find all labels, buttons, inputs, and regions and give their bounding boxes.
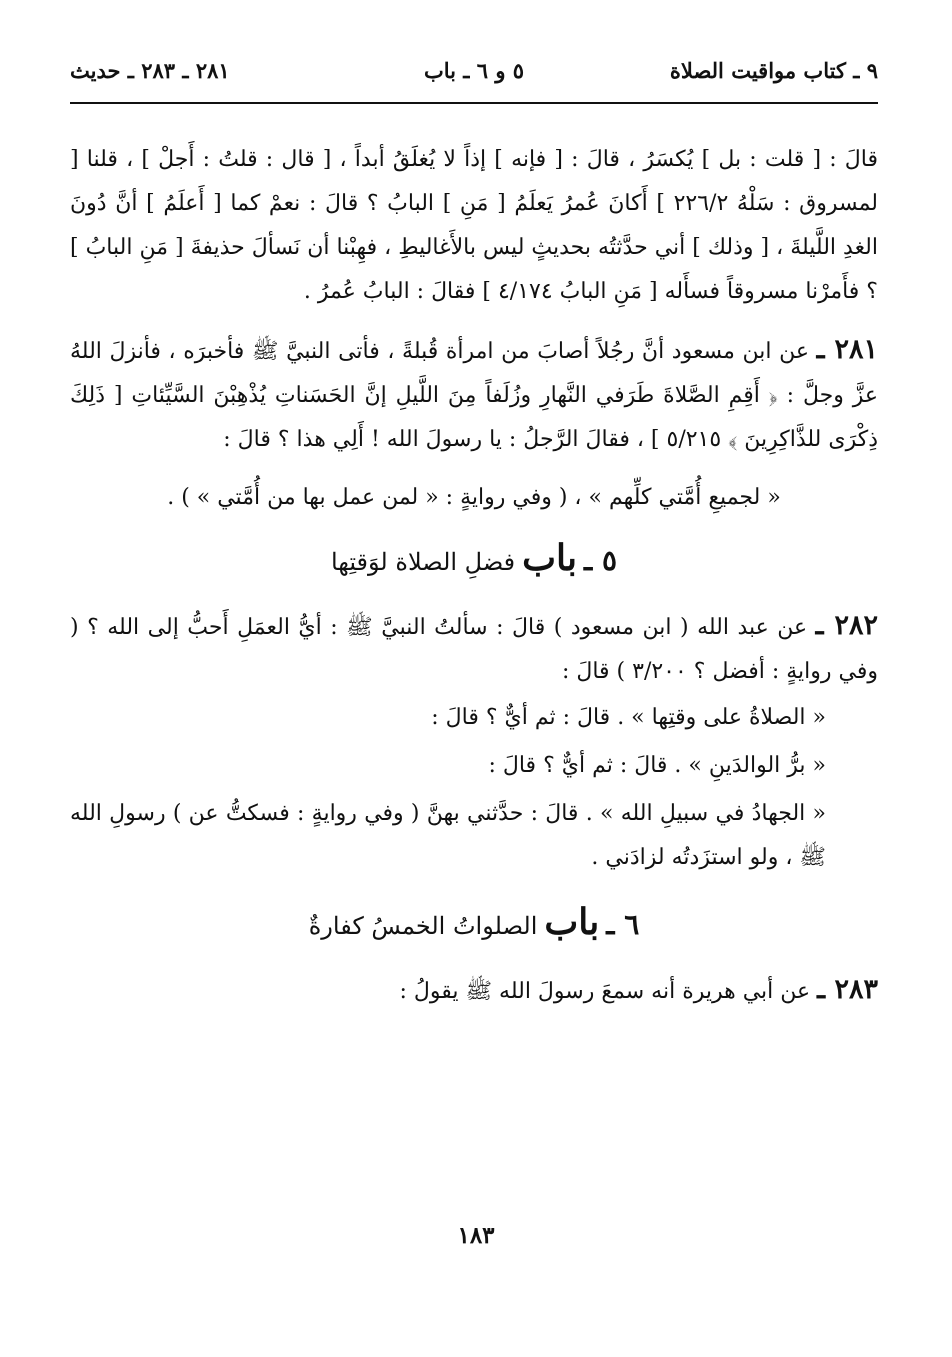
intro-paragraph: قالَ : [ قلت : بل ] يُكسَرُ ، قالَ : [ فإنه ] إذاً لا يُغلَقُ أبداً ، [ قال : قلتُ : أَجلْ ] ، قلنا [ لمسروق : سَلْهُ ٢٢٦/٢ ] أَكانَ عُمرُ يَعلَمُ [ مَنِ ] البابُ ؟ قالَ : نعمْ كما [ أَعلَمُ ] أنَّ دُونَ الغدِ اللَّيلةَ ، [ وذلك ] أني حدَّثتُه بحديثٍ ليس بالأَغاليطِ ، فهِبْنا أن نَسألَ حذيفةَ [ مَنِ البابُ ] ؟ فأَمرْنا مسروقاً فسأَله [ مَنِ البابُ ٤/١٧٤ ] فقالَ : البابُ عُمرُ . [70, 147, 878, 304]
chapter-number: ٥ ـ [584, 544, 618, 577]
hadith-text: عن عبد الله ( ابن مسعود ) قالَ : سألتُ النبيَّ ﷺ : أيُّ العمَلِ أَحبُّ إلى الله ؟ ( وفي روايةٍ : أفضل ؟ ٣/٢٠٠ ) قالَ : [70, 615, 878, 684]
hadith-number: ٢٨٣ ـ [817, 974, 878, 1005]
chapter-word: باب [522, 537, 578, 579]
hadith-text: عن أبي هريرة أنه سمعَ رسولَ الله ﷺ يقولُ : [399, 979, 811, 1004]
header-book-title: ٩ ـ كتاب مواقيت الصلاة [669, 58, 878, 83]
hadith-282-answer-1: « الصلاةُ على وقتِها » . قالَ : ثم أيٌّ ؟ قالَ : [431, 705, 826, 730]
hadith-number: ٢٨٢ ـ [815, 610, 878, 641]
hadith-283 [70, 968, 878, 1014]
hadith-text: عن ابن مسعود أنَّ رجُلاً أصابَ من امرأة قُبلةً ، فأتى النبيَّ ﷺ فأخبرَه ، فأنزلَ اللهُ عزَّ وجلَّ : ﴿ أَقِمِ الصَّلاةَ طَرَفي النَّهارِ وزُلَفاً مِنَ اللَّيلِ إنَّ الحَسَناتِ يُذْهِبْنَ السَّيِّئاتِ [ ذَلِكَ ذِكْرَى للذَّاكِرِينَ ﴾ ٥/٢١٥ ] ، فقالَ الرَّجلُ : يا رسولَ الله ! أَلِي هذا ؟ قالَ : [70, 339, 878, 452]
chapter-heading-5 [70, 530, 878, 592]
hadith-281-quote: « لجميعِ أُمَّتي كلِّهم » ، ( وفي روايةٍ : « لمن عمل بها من أُمَّتي » ) . [167, 485, 781, 510]
header-chapter-range: ٥ و ٦ ـ باب [423, 58, 525, 83]
hadith-281 [70, 328, 878, 462]
chapter-title: فضلِ الصلاة لوَقتِها [330, 548, 516, 576]
hadith-number: ٢٨١ ـ [816, 334, 878, 365]
chapter-number: ٦ ـ [606, 908, 640, 941]
header-divider [70, 102, 878, 104]
hadith-282 [70, 604, 878, 694]
hadith-282-answer-3: « الجهادُ في سبيلِ الله » . قالَ : حدَّثني بهنَّ ( وفي روايةٍ : فسكتُّ عن ) رسولِ الله ﷺ ، ولو استزَدتُه لزادَني . [70, 801, 826, 870]
chapter-word: باب [544, 901, 600, 943]
page-number: ١٨٣ [457, 1222, 495, 1249]
chapter-title: الصلواتُ الخمسُ كفارةٌ [308, 912, 538, 940]
hadith-282-answer-2: « برُّ الوالدَينِ » . قالَ : ثم أيٌّ ؟ قالَ : [488, 753, 826, 778]
running-header [70, 58, 878, 94]
header-hadith-range: ٢٨١ ـ ٢٨٣ ـ حديث [70, 58, 230, 83]
chapter-heading-6 [70, 894, 878, 956]
page-body [70, 138, 878, 1028]
